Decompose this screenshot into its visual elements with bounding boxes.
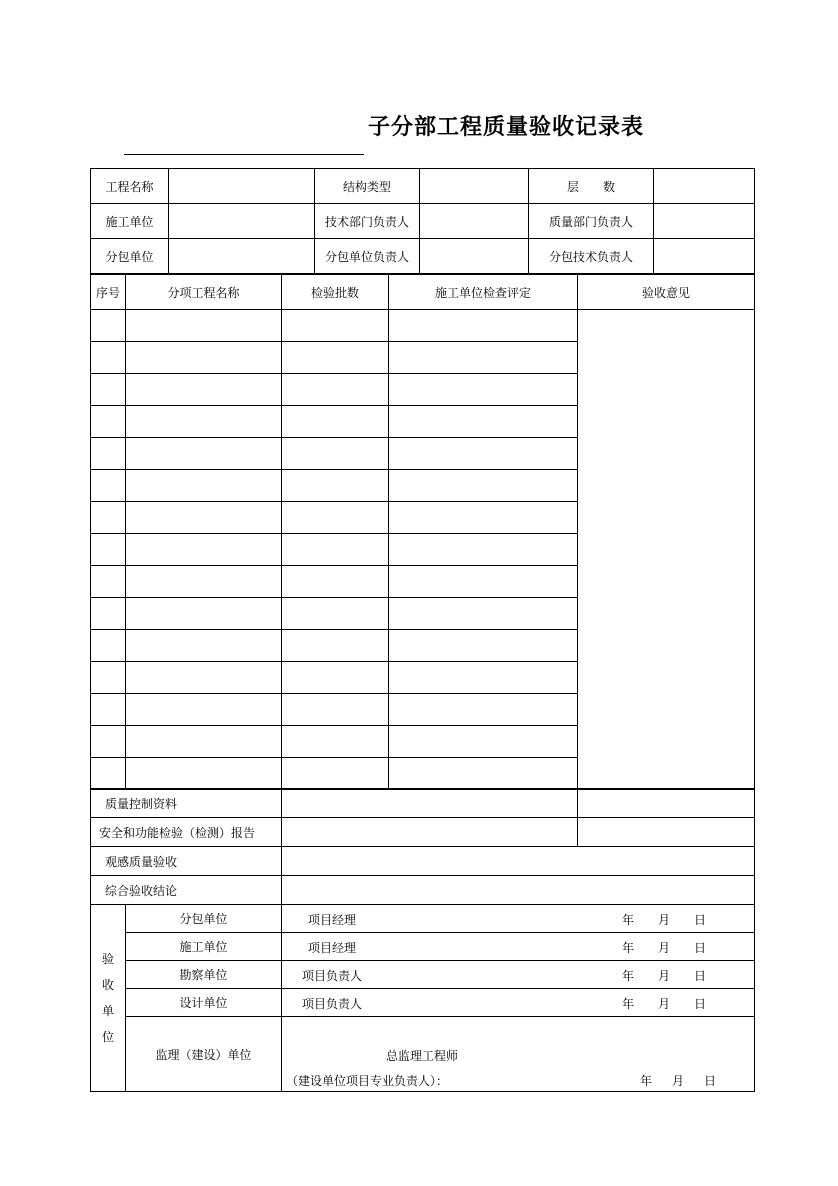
- cell-unit-check[interactable]: [389, 758, 578, 790]
- cell-seq[interactable]: [91, 694, 126, 726]
- date-fields: 年 月 日: [621, 969, 707, 983]
- acc-unit-design: 设计单位: [126, 989, 282, 1017]
- header-batch-count: 检验批数: [282, 275, 389, 310]
- cell-seq[interactable]: [91, 310, 126, 342]
- cell-sub-item-name[interactable]: [126, 630, 282, 662]
- field-safety-report[interactable]: [282, 818, 578, 847]
- cell-unit-check[interactable]: [389, 726, 578, 758]
- acc-role: 项目负责人: [302, 997, 363, 1011]
- title-underline: [124, 154, 364, 155]
- vertical-char: 位: [101, 1030, 114, 1044]
- cell-sub-item-name[interactable]: [126, 470, 282, 502]
- cell-acceptance-opinion[interactable]: [578, 310, 755, 790]
- cell-seq[interactable]: [91, 406, 126, 438]
- label-construction-unit: 施工单位: [91, 204, 169, 239]
- field-project-name[interactable]: [169, 169, 315, 204]
- cell-seq[interactable]: [91, 726, 126, 758]
- field-subcontract-unit[interactable]: [169, 239, 315, 274]
- field-safety-report-opinion[interactable]: [578, 818, 755, 847]
- field-structure-type[interactable]: [420, 169, 529, 204]
- header-sub-item-name: 分项工程名称: [126, 275, 282, 310]
- cell-batch-count[interactable]: [282, 566, 389, 598]
- label-conclusion: 综合验收结论: [91, 876, 282, 905]
- field-construction-unit[interactable]: [169, 204, 315, 239]
- cell-sub-item-name[interactable]: [126, 694, 282, 726]
- cell-seq[interactable]: [91, 534, 126, 566]
- cell-seq[interactable]: [91, 566, 126, 598]
- cell-sub-item-name[interactable]: [126, 310, 282, 342]
- vertical-char: 收: [101, 978, 114, 992]
- cell-seq[interactable]: [91, 438, 126, 470]
- cell-batch-count[interactable]: [282, 598, 389, 630]
- label-acceptance-units: [91, 905, 126, 1092]
- date-fields: 年 月 日: [639, 1074, 717, 1088]
- label-subcontract-tech-head: 分包技术负责人: [529, 239, 654, 274]
- acc-role: 项目经理: [308, 941, 357, 955]
- field-tech-head[interactable]: [420, 204, 529, 239]
- acc-role: 项目经理: [308, 913, 357, 927]
- header-unit-check: 施工单位检查评定: [389, 275, 578, 310]
- acc-sign-survey[interactable]: [282, 961, 755, 989]
- cell-seq[interactable]: [91, 662, 126, 694]
- cell-sub-item-name[interactable]: [126, 534, 282, 566]
- vertical-char: 单: [101, 1004, 114, 1018]
- cell-unit-check[interactable]: [389, 342, 578, 374]
- cell-unit-check[interactable]: [389, 438, 578, 470]
- cell-sub-item-name[interactable]: [126, 726, 282, 758]
- cell-seq[interactable]: [91, 342, 126, 374]
- acc-sign-supervisor[interactable]: [282, 1017, 755, 1092]
- field-floors[interactable]: [654, 169, 755, 204]
- date-fields: 年 月 日: [621, 941, 707, 955]
- cell-unit-check[interactable]: [389, 662, 578, 694]
- field-quality-docs[interactable]: [282, 789, 578, 818]
- label-tech-head: 技术部门负责人: [315, 204, 420, 239]
- label-project-name: 工程名称: [91, 169, 169, 204]
- cell-batch-count[interactable]: [282, 406, 389, 438]
- sub-items-table: [90, 274, 755, 790]
- acc-unit-survey: 勘察单位: [126, 961, 282, 989]
- cell-seq[interactable]: [91, 502, 126, 534]
- cell-sub-item-name[interactable]: [126, 758, 282, 790]
- cell-batch-count[interactable]: [282, 758, 389, 790]
- cell-sub-item-name[interactable]: [126, 566, 282, 598]
- acc-role: 项目负责人: [302, 969, 363, 983]
- cell-unit-check[interactable]: [389, 534, 578, 566]
- cell-batch-count[interactable]: [282, 310, 389, 342]
- project-info-table: [90, 168, 755, 274]
- field-conclusion[interactable]: [282, 876, 755, 905]
- cell-sub-item-name[interactable]: [126, 406, 282, 438]
- acc-sign-design[interactable]: [282, 989, 755, 1017]
- label-structure-type: 结构类型: [315, 169, 420, 204]
- field-appearance[interactable]: [282, 847, 755, 876]
- cell-batch-count[interactable]: [282, 470, 389, 502]
- label-subcontract-head: 分包单位负责人: [315, 239, 420, 274]
- cell-batch-count[interactable]: [282, 438, 389, 470]
- field-quality-head[interactable]: [654, 204, 755, 239]
- acc-sign-subcontract[interactable]: [282, 905, 755, 933]
- cell-seq[interactable]: [91, 630, 126, 662]
- vertical-char: 验: [101, 952, 114, 966]
- table-row: [91, 310, 755, 342]
- date-fields: 年 月 日: [621, 997, 707, 1011]
- acc-unit-supervisor: 监理（建设）单位: [126, 1017, 282, 1092]
- cell-seq[interactable]: [91, 374, 126, 406]
- acceptance-table: [90, 788, 755, 1092]
- label-safety-report: 安全和功能检验（检测）报告: [91, 818, 282, 847]
- chief-engineer-label: 总监理工程师: [386, 1049, 459, 1063]
- cell-unit-check[interactable]: [389, 406, 578, 438]
- cell-unit-check[interactable]: [389, 598, 578, 630]
- label-quality-docs: 质量控制资料: [91, 789, 282, 818]
- header-seq: 序号: [91, 275, 126, 310]
- cell-sub-item-name[interactable]: [126, 438, 282, 470]
- cell-unit-check[interactable]: [389, 630, 578, 662]
- cell-batch-count[interactable]: [282, 534, 389, 566]
- cell-unit-check[interactable]: [389, 310, 578, 342]
- label-floors: 层 数: [529, 169, 654, 204]
- owner-rep-label: （建设单位项目专业负责人）：: [286, 1074, 449, 1088]
- cell-batch-count[interactable]: [282, 726, 389, 758]
- label-appearance: 观感质量验收: [91, 847, 282, 876]
- label-subcontract-unit: 分包单位: [91, 239, 169, 274]
- acc-unit-subcontract: 分包单位: [126, 905, 282, 933]
- cell-sub-item-name[interactable]: [126, 502, 282, 534]
- cell-batch-count[interactable]: [282, 374, 389, 406]
- cell-batch-count[interactable]: [282, 342, 389, 374]
- acceptance-units-vertical-text: [91, 946, 125, 1050]
- field-subcontract-tech-head[interactable]: [654, 239, 755, 274]
- cell-batch-count[interactable]: [282, 502, 389, 534]
- field-quality-docs-opinion[interactable]: [578, 789, 755, 818]
- cell-unit-check[interactable]: [389, 470, 578, 502]
- cell-unit-check[interactable]: [389, 566, 578, 598]
- page-title: 子分部工程质量验收记录表: [368, 115, 645, 140]
- cell-batch-count[interactable]: [282, 630, 389, 662]
- header-acceptance-opinion: 验收意见: [578, 275, 755, 310]
- cell-seq[interactable]: [91, 598, 126, 630]
- date-fields: 年 月 日: [621, 913, 707, 927]
- label-quality-head: 质量部门负责人: [529, 204, 654, 239]
- cell-sub-item-name[interactable]: [126, 662, 282, 694]
- acc-unit-construction: 施工单位: [126, 933, 282, 961]
- cell-sub-item-name[interactable]: [126, 374, 282, 406]
- cell-sub-item-name[interactable]: [126, 598, 282, 630]
- cell-batch-count[interactable]: [282, 694, 389, 726]
- cell-unit-check[interactable]: [389, 374, 578, 406]
- cell-unit-check[interactable]: [389, 694, 578, 726]
- cell-sub-item-name[interactable]: [126, 342, 282, 374]
- field-subcontract-head[interactable]: [420, 239, 529, 274]
- cell-batch-count[interactable]: [282, 662, 389, 694]
- cell-seq[interactable]: [91, 470, 126, 502]
- cell-unit-check[interactable]: [389, 502, 578, 534]
- acc-sign-construction[interactable]: [282, 933, 755, 961]
- cell-seq[interactable]: [91, 758, 126, 790]
